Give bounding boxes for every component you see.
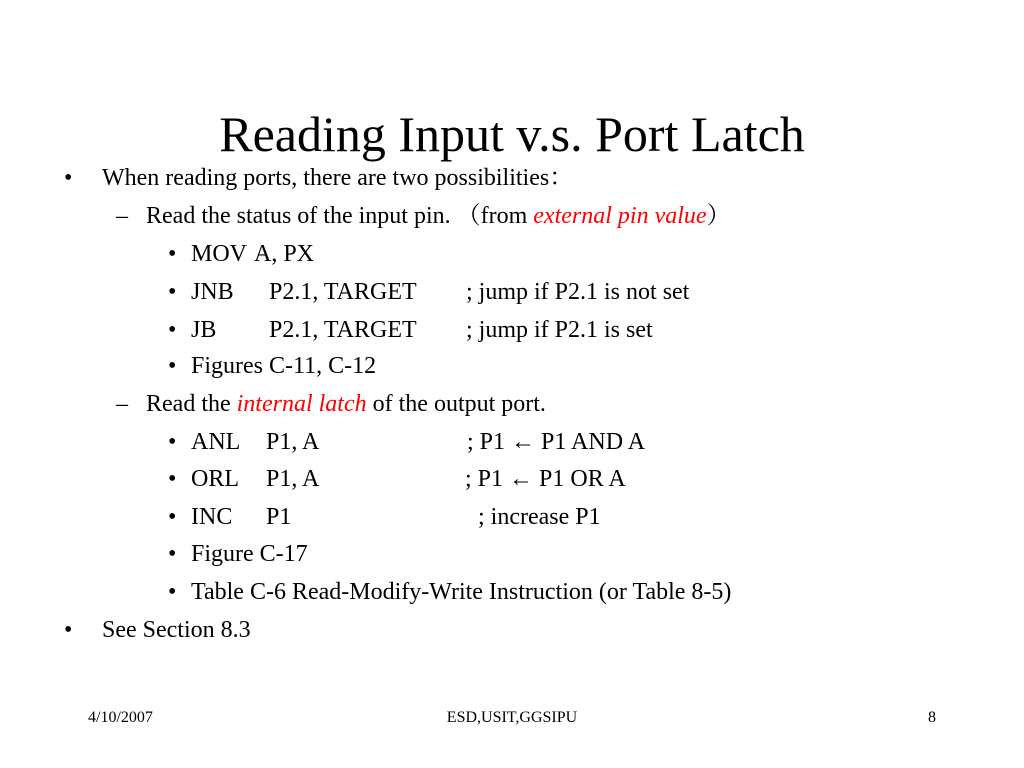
bullet-marker: •	[168, 466, 177, 492]
instruction-comment: ; P1 ← P1 AND A	[467, 429, 646, 455]
bullet-marker: •	[168, 279, 177, 305]
instruction-op: MOV	[191, 241, 248, 267]
bullet-text: See Section 8.3	[102, 617, 251, 643]
bullet-marker: •	[168, 317, 177, 343]
bullet-marker: •	[168, 353, 177, 379]
sub-item-text	[146, 390, 546, 418]
instruction-op: ANL	[191, 429, 241, 455]
instruction-args: P1, A	[266, 429, 320, 455]
instruction-args: P1	[266, 504, 292, 530]
bullet-marker: •	[168, 579, 177, 605]
sub-item-text	[146, 202, 731, 230]
footer-date: 4/10/2007	[88, 709, 153, 726]
emphasis-text: external pin value	[533, 203, 707, 229]
instruction-op: ORL	[191, 466, 239, 492]
instruction-args: A, PX	[254, 241, 315, 267]
sub-item-text-before: Read the	[146, 391, 237, 417]
bullet-marker: •	[168, 241, 177, 267]
instruction-args: P2.1, TARGET	[269, 279, 417, 305]
instruction-args: P1, A	[266, 466, 320, 492]
instruction-text: Figure C-17	[191, 541, 308, 567]
bullet-marker: •	[168, 504, 177, 530]
instruction-text: Table C-6 Read-Modify-Write Instruction (or Table 8-5)	[191, 579, 732, 605]
instruction-args: P2.1, TARGET	[269, 317, 417, 343]
dash-marker: –	[116, 391, 128, 417]
bullet-marker: •	[168, 541, 177, 567]
bullet-marker: •	[64, 165, 73, 191]
bullet-text: When reading ports, there are two possibilities：	[102, 165, 574, 191]
sub-item-text-after: of the output port.	[366, 391, 546, 417]
bullet-marker: •	[64, 617, 73, 643]
instruction-comment: ; increase P1	[478, 504, 601, 530]
instruction-comment: ; jump if P2.1 is set	[466, 317, 653, 343]
instruction-op: JNB	[191, 279, 234, 305]
instruction-text: Figures C-11, C-12	[191, 353, 377, 379]
instruction-op: JB	[191, 317, 217, 343]
sub-item-text-before: Read the status of the input pin. （from	[146, 203, 534, 229]
instruction-comment: ; jump if P2.1 is not set	[466, 279, 690, 305]
bullet-marker: •	[168, 429, 177, 455]
dash-marker: –	[116, 203, 128, 229]
instruction-op: INC	[191, 504, 233, 530]
emphasis-text: internal latch	[236, 391, 367, 417]
footer-center: ESD,USIT,GGSIPU	[446, 709, 578, 726]
footer-page-number: 8	[928, 709, 936, 726]
instruction-comment: ; P1 ← P1 OR A	[465, 466, 626, 492]
slide-title: Reading Input v.s. Port Latch	[219, 106, 805, 162]
sub-item-text-after: ）	[706, 203, 731, 229]
